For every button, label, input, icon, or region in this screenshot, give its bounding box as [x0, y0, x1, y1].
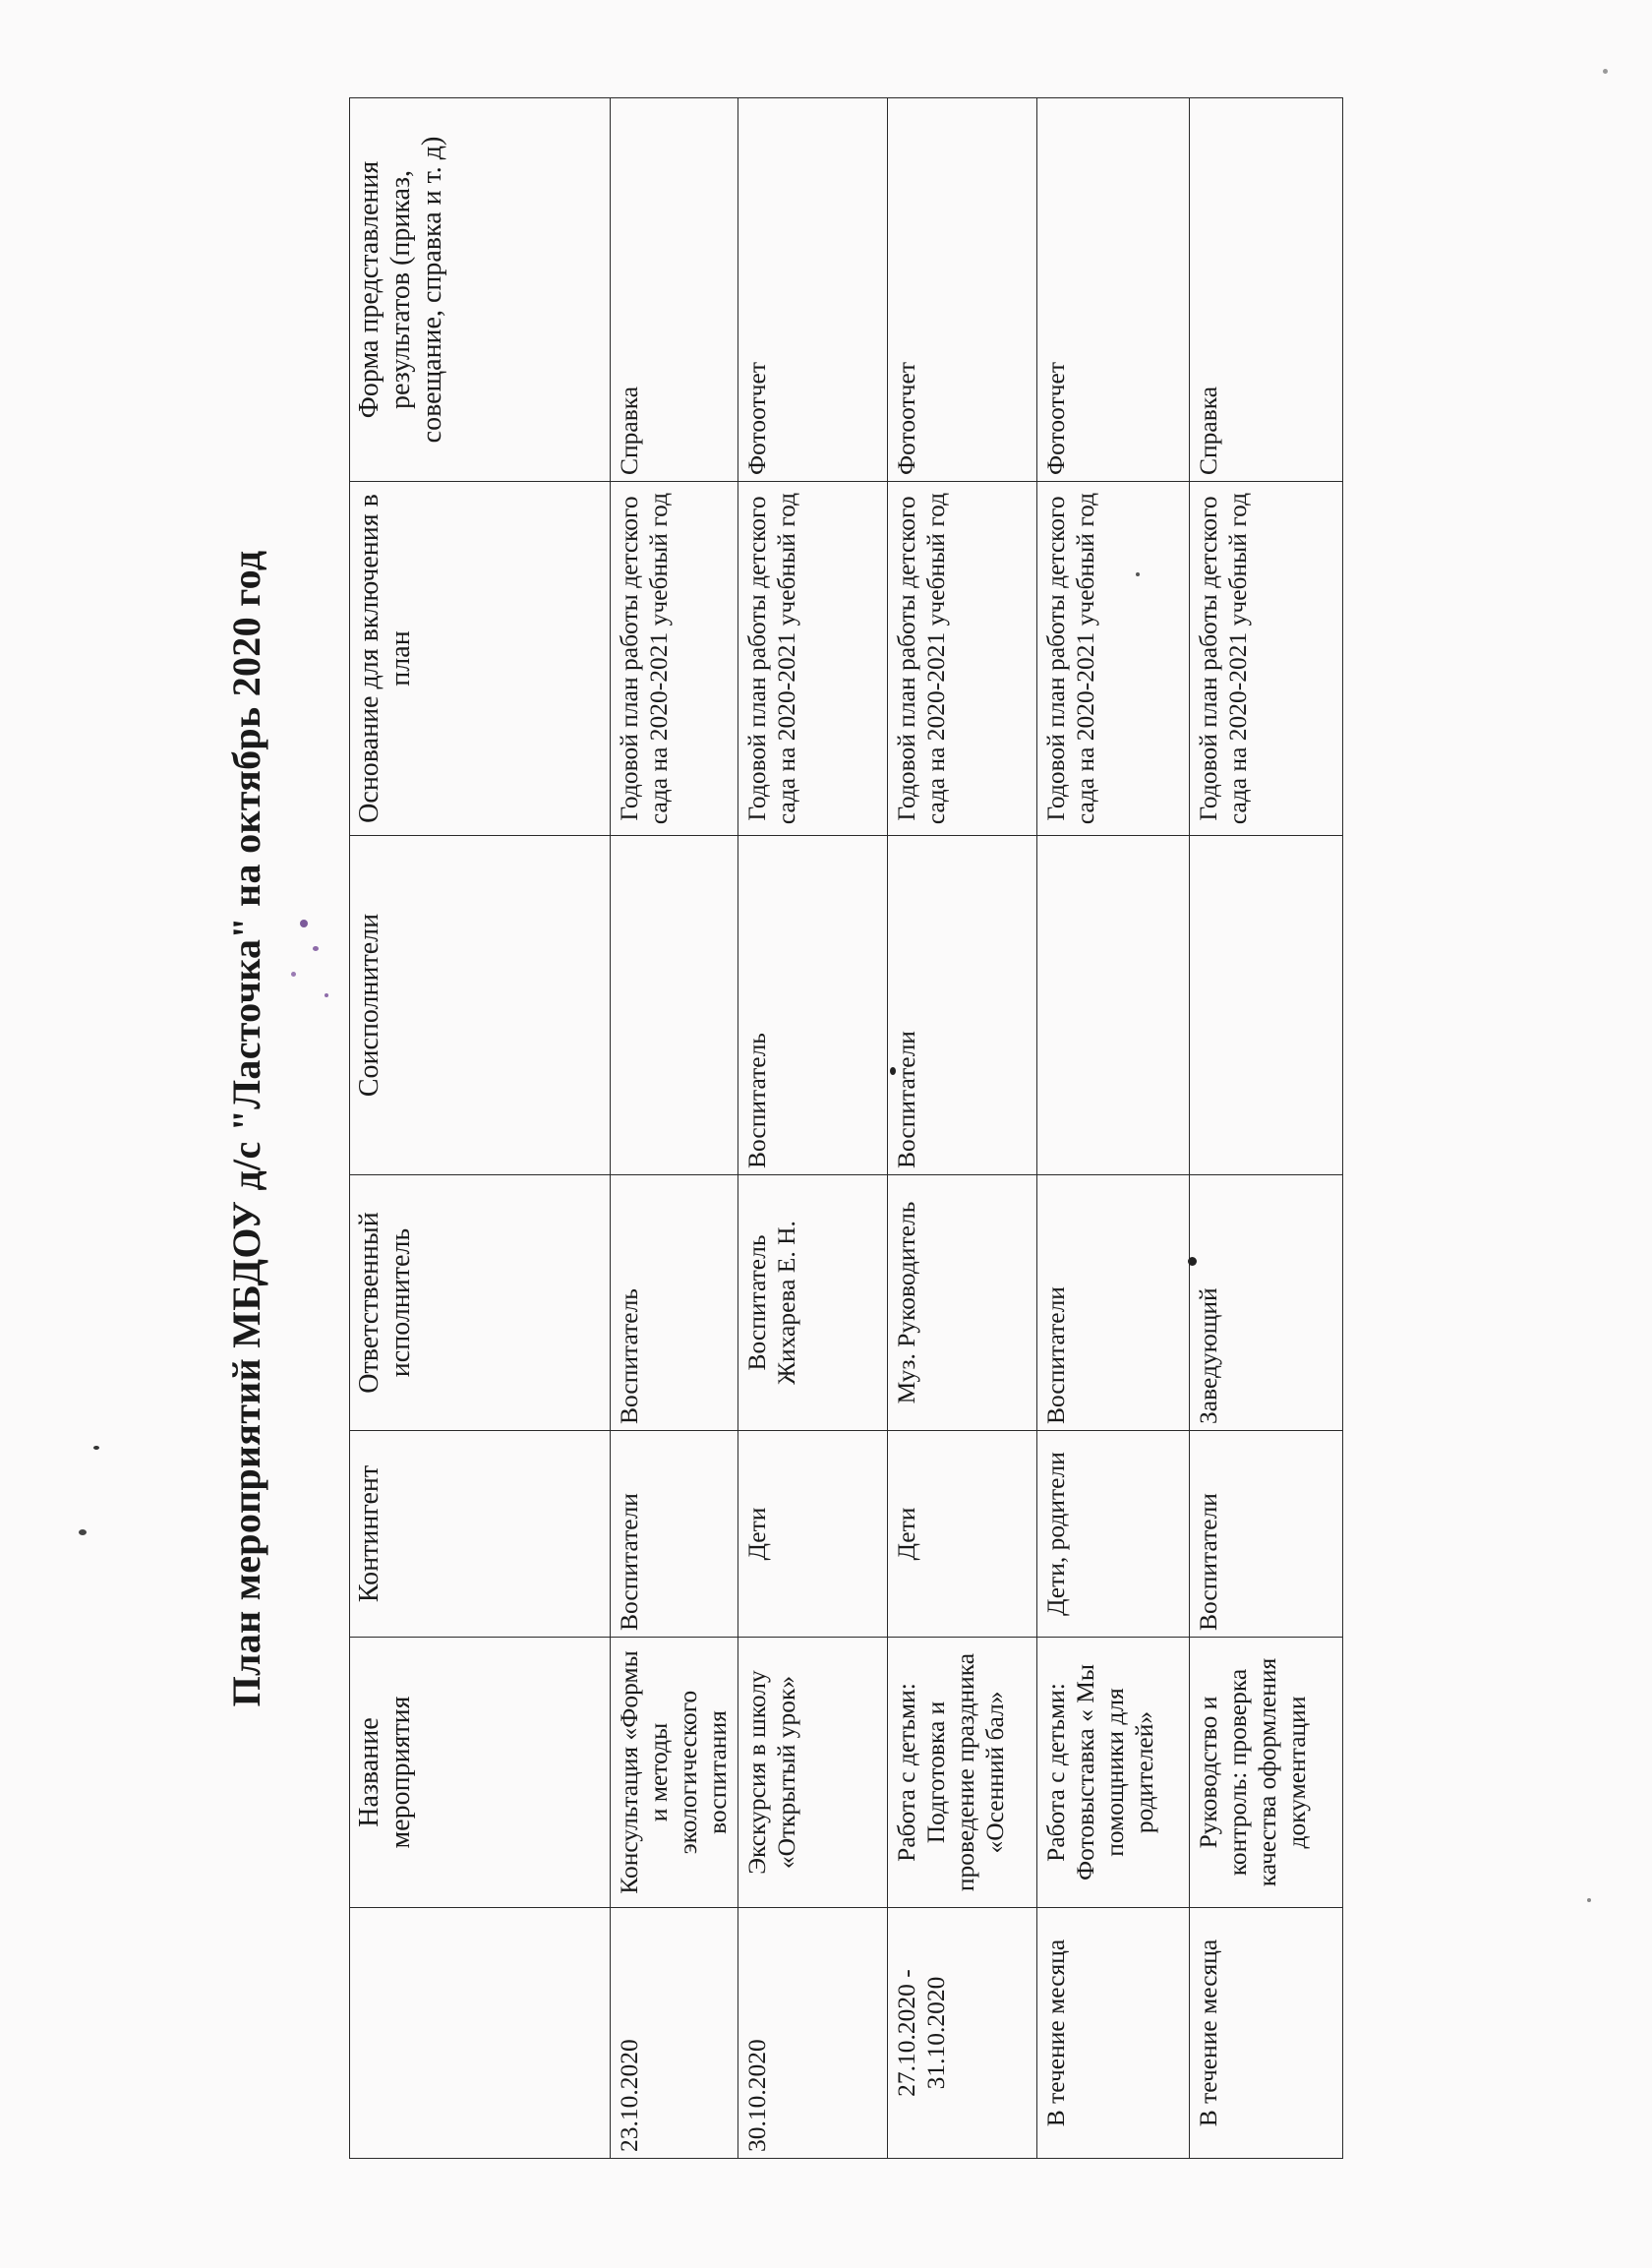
cell-responsible: Воспитатели — [1037, 1175, 1190, 1431]
header-date — [350, 1908, 611, 2159]
cell-event: Руководство и контроль: проверка качества оформления документации — [1190, 1638, 1343, 1908]
cell-responsible: Муз. Руководитель — [888, 1175, 1037, 1431]
header-result-form: Форма представления результатов (приказ, совещание, справка и т. д) — [350, 98, 611, 482]
header-co-executors: Соисполнители — [350, 836, 611, 1175]
cell-result-form: Фотоотчет — [738, 98, 888, 482]
header-responsible: Ответственный исполнитель — [350, 1175, 611, 1431]
cell-contingent: Дети — [738, 1431, 888, 1638]
cell-basis: Годовой план работы детского сада на 2020-2021 учебный год — [1190, 482, 1343, 836]
table-row — [888, 98, 1037, 2159]
table-row — [738, 98, 888, 2159]
cell-basis: Годовой план работы детского сада на 2020-2021 учебный год — [611, 482, 738, 836]
cell-event: Работа с детьми: Подготовка и проведение праздника «Осенний бал» — [888, 1638, 1037, 1908]
cell-contingent: Дети, родители — [1037, 1431, 1190, 1638]
cell-date: 30.10.2020 — [738, 1908, 888, 2159]
scan-speck — [79, 1529, 87, 1535]
cell-basis: Годовой план работы детского сада на 2020-2021 учебный год — [888, 482, 1037, 836]
header-contingent: Контингент — [350, 1431, 611, 1638]
header-basis: Основание для включения в план — [350, 482, 611, 836]
cell-co-executors — [611, 836, 738, 1175]
cell-co-executors: Воспитатель — [738, 836, 888, 1175]
cell-event: Консультация «Формы и методы экологического воспитания — [611, 1638, 738, 1908]
table-row — [611, 98, 738, 2159]
cell-responsible: Заведующий — [1190, 1175, 1343, 1431]
cell-responsible: Воспитатель — [611, 1175, 738, 1431]
cell-contingent: Дети — [888, 1431, 1037, 1638]
scan-speck — [1587, 1898, 1591, 1902]
scan-speck — [1603, 69, 1608, 74]
page-title: План мероприятий МБДОУ д/с "Ласточка" на октябрь 2020 год — [224, 550, 268, 1707]
header-event: Название мероприятия — [350, 1638, 611, 1908]
cell-basis: Годовой план работы детского сада на 2020-2021 учебный год — [1037, 482, 1190, 836]
cell-result-form: Справка — [1190, 98, 1343, 482]
cell-date: 23.10.2020 — [611, 1908, 738, 2159]
cell-co-executors: Воспитатели — [888, 836, 1037, 1175]
cell-result-form: Фотоотчет — [888, 98, 1037, 482]
rotated-content — [211, 98, 1347, 2159]
cell-contingent: Воспитатели — [611, 1431, 738, 1638]
cell-co-executors — [1037, 836, 1190, 1175]
cell-date: В течение месяца — [1037, 1908, 1190, 2159]
cell-basis: Годовой план работы детского сада на 2020-2021 учебный год — [738, 482, 888, 836]
plan-table — [349, 97, 1343, 2159]
cell-event: Экскурсия в школу «Открытый урок» — [738, 1638, 888, 1908]
header-row — [350, 98, 611, 2159]
cell-result-form: Справка — [611, 98, 738, 482]
table-row — [1037, 98, 1190, 2159]
cell-date: В течение месяца — [1190, 1908, 1343, 2159]
table-row — [1190, 98, 1343, 2159]
cell-co-executors — [1190, 836, 1343, 1175]
cell-event: Работа с детьми: Фотовыставка « Мы помощники для родителей» — [1037, 1638, 1190, 1908]
cell-date: 27.10.2020 - 31.10.2020 — [888, 1908, 1037, 2159]
cell-responsible: Воспитатель Жихарева Е. Н. — [738, 1175, 888, 1431]
cell-contingent: Воспитатели — [1190, 1431, 1343, 1638]
cell-result-form: Фотоотчет — [1037, 98, 1190, 482]
scan-speck — [93, 1446, 99, 1450]
